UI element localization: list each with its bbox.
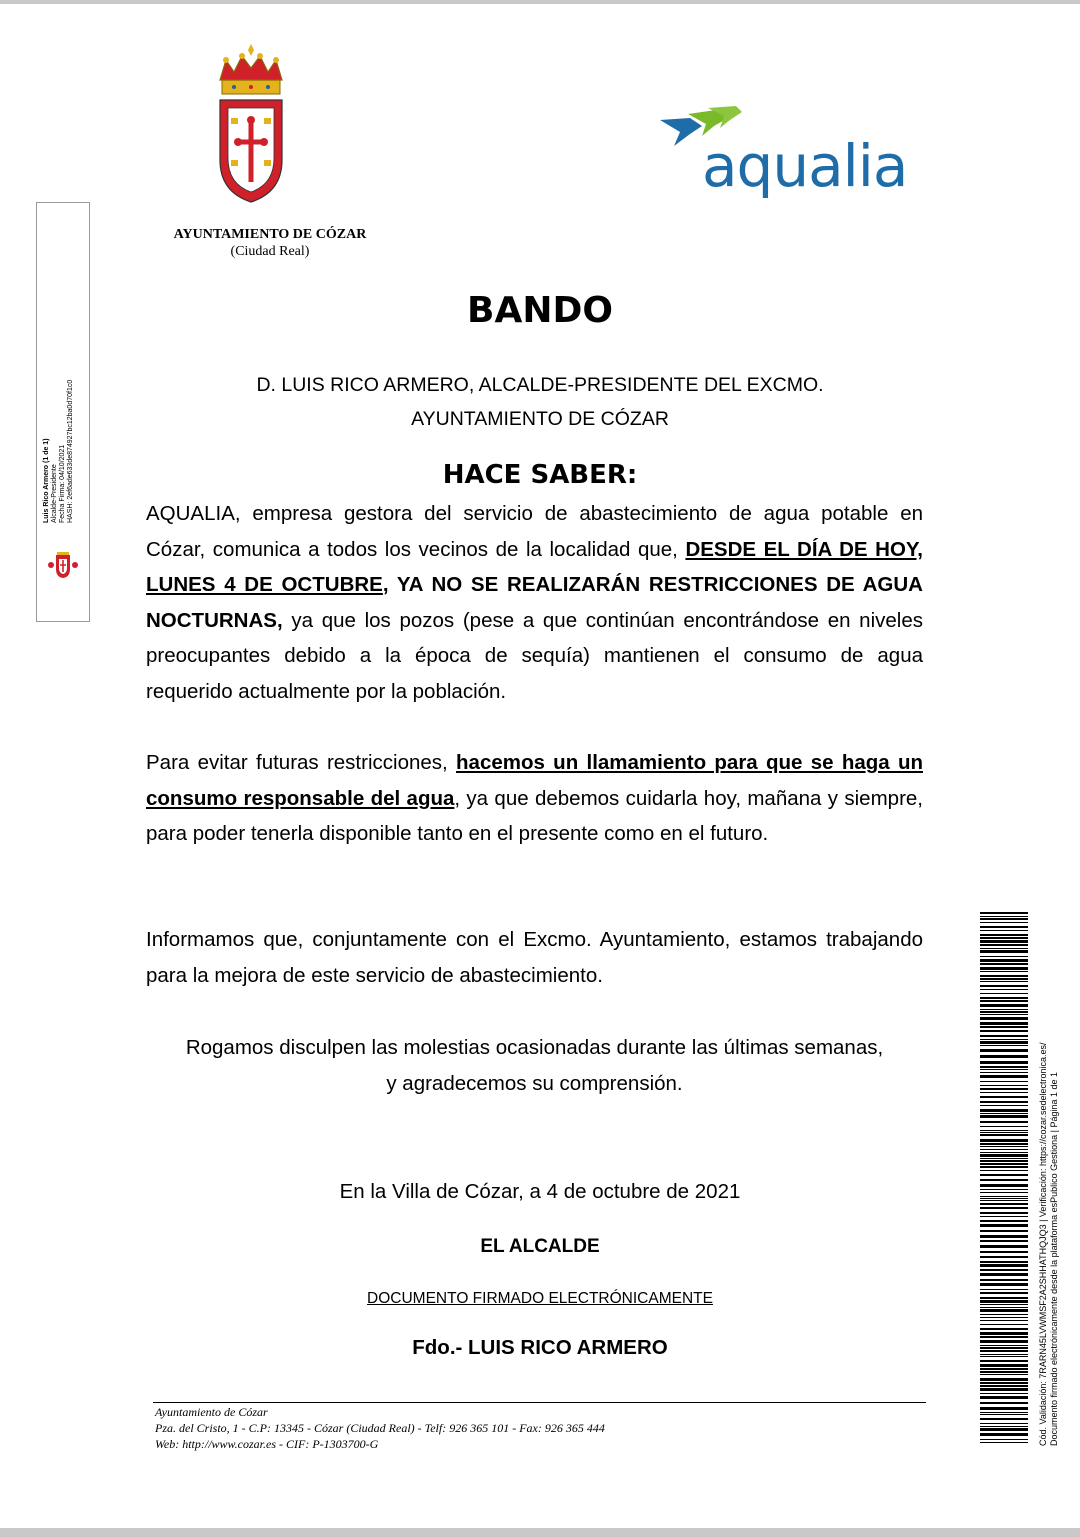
barcode-bar bbox=[980, 1371, 1028, 1373]
barcode-bar bbox=[980, 1022, 1028, 1025]
barcode-bar bbox=[980, 1364, 1028, 1367]
paragraph-2-text-b: , ya que debemos cuidarla hoy, mañana y siempre, para poder tenerla disponible tanto en el presente como en el futuro. bbox=[146, 786, 923, 845]
stamp-position: Alcalde-Presidente bbox=[51, 464, 58, 523]
barcode-bar bbox=[980, 1324, 1028, 1325]
barcode-bar bbox=[980, 1393, 1028, 1394]
paragraph-2 bbox=[146, 745, 923, 852]
issuer-block bbox=[146, 368, 934, 436]
barcode-bar bbox=[980, 1061, 1028, 1064]
barcode-bar bbox=[980, 971, 1028, 972]
barcode-bar bbox=[980, 1423, 1028, 1424]
barcode-bar bbox=[980, 1261, 1028, 1263]
paragraph-4-line-2: y agradecemos su comprensión. bbox=[386, 1071, 683, 1095]
barcode-bar bbox=[980, 981, 1028, 982]
signer-role: EL ALCALDE bbox=[480, 1236, 600, 1257]
council-heading bbox=[130, 226, 410, 260]
paragraph-1-text-b: ya que los pozos (pese a que continúan encontrándose en niveles preocupantes debido a la época de sequía) mantienen el consumo de agua requerido actualmente por la población. bbox=[146, 608, 923, 703]
barcode-bar bbox=[980, 1317, 1028, 1318]
barcode-bar bbox=[980, 985, 1028, 987]
validation-barcode bbox=[980, 912, 1028, 1444]
place-and-date: En la Villa de Cózar, a 4 de octubre de 2021 bbox=[339, 1180, 741, 1203]
barcode-bar bbox=[980, 1154, 1028, 1157]
barcode-bar bbox=[980, 1096, 1028, 1098]
barcode-bar bbox=[980, 1146, 1028, 1147]
page-top-edge bbox=[0, 0, 1080, 4]
barcode-bar bbox=[980, 1101, 1028, 1103]
barcode-bar bbox=[980, 1385, 1028, 1387]
barcode-bar bbox=[980, 926, 1028, 928]
barcode-bar bbox=[980, 1113, 1028, 1114]
barcode-bar bbox=[980, 934, 1028, 936]
barcode-bar bbox=[980, 950, 1028, 953]
barcode-bar bbox=[980, 930, 1028, 931]
barcode-bar bbox=[980, 912, 1028, 914]
barcode-bar bbox=[980, 1030, 1028, 1032]
barcode-bar bbox=[980, 1035, 1028, 1037]
barcode-bar bbox=[980, 1224, 1028, 1227]
barcode-bar bbox=[980, 1314, 1028, 1315]
barcode-bar bbox=[980, 1039, 1028, 1040]
stamp-hash: HASH: 2ef6ade633de874927bc12ba0d70f1c0 bbox=[67, 379, 74, 523]
document-title: BANDO bbox=[467, 290, 613, 331]
issuer-line-1: D. LUIS RICO ARMERO, ALCALDE-PRESIDENTE DEL EXCMO. bbox=[256, 374, 824, 396]
barcode-bar bbox=[980, 1368, 1028, 1370]
barcode-bar bbox=[980, 1105, 1028, 1106]
paragraph-4 bbox=[146, 1030, 923, 1101]
barcode-bar bbox=[980, 1283, 1028, 1286]
barcode-bar bbox=[980, 1049, 1028, 1052]
barcode-bar bbox=[980, 1092, 1028, 1093]
paragraph-3: Informamos que, conjuntamente con el Excmo. Ayuntamiento, estamos trabajando para la mejora de este servicio de abastecimiento. bbox=[146, 928, 923, 987]
paragraph-2-emphasis: hacemos un llamamiento para que se haga un consumo responsable del agua bbox=[146, 751, 923, 810]
barcode-bar bbox=[980, 1320, 1028, 1321]
page-bottom-edge bbox=[0, 1528, 1080, 1537]
barcode-bar bbox=[980, 1139, 1028, 1142]
barcode-bar bbox=[980, 1166, 1028, 1168]
barcode-bar bbox=[980, 1081, 1028, 1082]
barcode-bar bbox=[980, 1378, 1028, 1381]
barcode-bar bbox=[980, 1382, 1028, 1384]
barcode-bar bbox=[980, 1055, 1028, 1058]
paragraph-1 bbox=[146, 496, 923, 709]
barcode-bar bbox=[980, 1273, 1028, 1276]
barcode-bar bbox=[980, 1388, 1028, 1391]
aqualia-logo bbox=[656, 106, 926, 206]
barcode-bar bbox=[980, 1041, 1028, 1044]
barcode-bar bbox=[980, 1174, 1028, 1176]
barcode-bar bbox=[980, 1160, 1028, 1162]
footer-divider bbox=[153, 1402, 926, 1403]
barcode-bar bbox=[980, 1396, 1028, 1399]
barcode-bar bbox=[980, 922, 1028, 923]
barcode-bar bbox=[980, 1402, 1028, 1404]
council-province: (Ciudad Real) bbox=[230, 244, 310, 259]
barcode-bar bbox=[980, 1428, 1028, 1431]
barcode-bar bbox=[980, 1134, 1028, 1136]
barcode-bar bbox=[980, 1374, 1028, 1375]
announcement-heading: HACE SABER: bbox=[442, 460, 638, 490]
barcode-bar bbox=[980, 1216, 1028, 1217]
barcode-bar bbox=[980, 1414, 1028, 1415]
barcode-bar bbox=[980, 948, 1028, 949]
barcode-bar bbox=[980, 1152, 1028, 1153]
paragraph-1-emphasis-restrictions: , YA NO SE REALIZARÁN RESTRICCIONES DE AGUA NOCTURNAS, bbox=[146, 573, 923, 632]
paragraph-4-line-1: Rogamos disculpen las molestias ocasionadas durante las últimas semanas, bbox=[185, 1036, 884, 1059]
barcode-bar bbox=[980, 916, 1028, 917]
barcode-bar bbox=[980, 1072, 1028, 1073]
barcode-bar bbox=[980, 1045, 1028, 1046]
footer-line-2: Pza. del Cristo, 1 - C.P: 13345 - Cózar (Ciudad Real) - Telf: 926 365 101 - Fax: 926 365 444 bbox=[155, 1421, 605, 1435]
barcode-bar bbox=[980, 967, 1028, 970]
barcode-bar bbox=[980, 1309, 1028, 1312]
barcode-bar bbox=[980, 1149, 1028, 1150]
barcode-bar bbox=[980, 1121, 1028, 1123]
barcode-bar bbox=[980, 1163, 1028, 1165]
aqualia-wordmark: aqualia bbox=[702, 132, 908, 200]
barcode-bar bbox=[980, 1011, 1028, 1013]
barcode-bar bbox=[980, 1085, 1028, 1086]
barcode-bar bbox=[980, 937, 1028, 939]
barcode-bar bbox=[980, 1017, 1028, 1020]
signed-by: Fdo.- LUIS RICO ARMERO bbox=[412, 1336, 668, 1359]
barcode-bar bbox=[980, 1439, 1028, 1440]
footer-line-3: Web: http://www.cozar.es - CIF: P-1303700-G bbox=[155, 1437, 379, 1451]
barcode-bar bbox=[980, 1066, 1028, 1068]
barcode-bar bbox=[980, 1075, 1028, 1078]
barcode-bar bbox=[980, 1109, 1028, 1112]
barcode-bar bbox=[980, 1230, 1028, 1232]
barcode-bar bbox=[980, 1026, 1028, 1028]
paragraph-2-text-a: Para evitar futuras restricciones, bbox=[146, 751, 457, 774]
barcode-bar bbox=[980, 1158, 1028, 1159]
barcode-bar bbox=[980, 1088, 1028, 1090]
barcode-bar bbox=[980, 1000, 1028, 1002]
barcode-bar bbox=[980, 1115, 1028, 1118]
barcode-bar bbox=[980, 940, 1028, 943]
footer-line-1: Ayuntamiento de Cózar bbox=[155, 1405, 268, 1419]
barcode-bar bbox=[980, 975, 1028, 977]
barcode-bar bbox=[980, 997, 1028, 999]
electronic-signature-note: DOCUMENTO FIRMADO ELECTRÓNICAMENTE bbox=[367, 1290, 713, 1307]
barcode-bar bbox=[980, 1279, 1028, 1281]
barcode-bar bbox=[980, 1009, 1028, 1010]
barcode-bar bbox=[980, 1332, 1028, 1335]
coat-of-arms-logo bbox=[214, 42, 288, 212]
paragraph-1-emphasis-date: DESDE EL DÍA DE HOY, LUNES 4 DE OCTUBRE bbox=[146, 537, 924, 596]
signature-stamp bbox=[36, 202, 90, 622]
barcode-bar bbox=[980, 963, 1028, 965]
barcode-bar bbox=[980, 1264, 1028, 1267]
barcode-bar bbox=[980, 989, 1028, 990]
barcode-bar bbox=[980, 1170, 1028, 1171]
stamp-date: Fecha Firma: 04/10/2021 bbox=[59, 444, 66, 523]
barcode-bar bbox=[980, 1220, 1028, 1222]
barcode-bar bbox=[980, 1418, 1028, 1420]
validation-code: Cód. Validación: 7RARN45LVWMSF2A2SHHATHQJQ3 | Verificación: https://cozar.sedelectronica.es/ bbox=[1038, 1042, 1048, 1446]
barcode-bar bbox=[980, 1069, 1028, 1070]
barcode-bar bbox=[980, 918, 1028, 920]
barcode-bar bbox=[980, 1426, 1028, 1427]
barcode-bar bbox=[980, 959, 1028, 962]
barcode-bar bbox=[980, 1269, 1028, 1271]
barcode-bar bbox=[980, 978, 1028, 980]
barcode-bar bbox=[980, 1407, 1028, 1410]
footer bbox=[155, 1404, 605, 1452]
barcode-bar bbox=[980, 1360, 1028, 1362]
stamp-signer: Luis Rico Armero (1 de 1) bbox=[43, 438, 50, 523]
barcode-bar bbox=[980, 1207, 1028, 1209]
barcode-bar bbox=[980, 1412, 1028, 1413]
barcode-bar bbox=[980, 993, 1028, 994]
barcode-bar bbox=[980, 1442, 1028, 1443]
validation-platform: Documento firmado electrónicamente desde la plataforma esPublico Gestiona | Página 1 de 1 bbox=[1049, 1071, 1059, 1446]
barcode-bar bbox=[980, 1132, 1028, 1133]
paragraph-1-text-a: AQUALIA, empresa gestora del servicio de abastecimiento de agua potable en Cózar, comunica a todos los vecinos de la localidad que, bbox=[146, 502, 923, 561]
barcode-bar bbox=[980, 956, 1028, 957]
council-name: AYUNTAMIENTO DE CÓZAR bbox=[173, 227, 367, 242]
barcode-bar bbox=[980, 1126, 1028, 1127]
barcode-bar bbox=[980, 1433, 1028, 1436]
stamp-coat-of-arms-icon bbox=[44, 551, 82, 579]
barcode-bar bbox=[980, 944, 1028, 946]
barcode-bar bbox=[980, 1014, 1028, 1015]
barcode-bar bbox=[980, 1004, 1028, 1007]
barcode-bar bbox=[980, 1328, 1028, 1330]
barcode-bar bbox=[980, 1130, 1028, 1131]
barcode-bar bbox=[980, 1212, 1028, 1214]
issuer-line-2: AYUNTAMIENTO DE CÓZAR bbox=[411, 408, 669, 430]
barcode-bar bbox=[980, 1143, 1028, 1145]
